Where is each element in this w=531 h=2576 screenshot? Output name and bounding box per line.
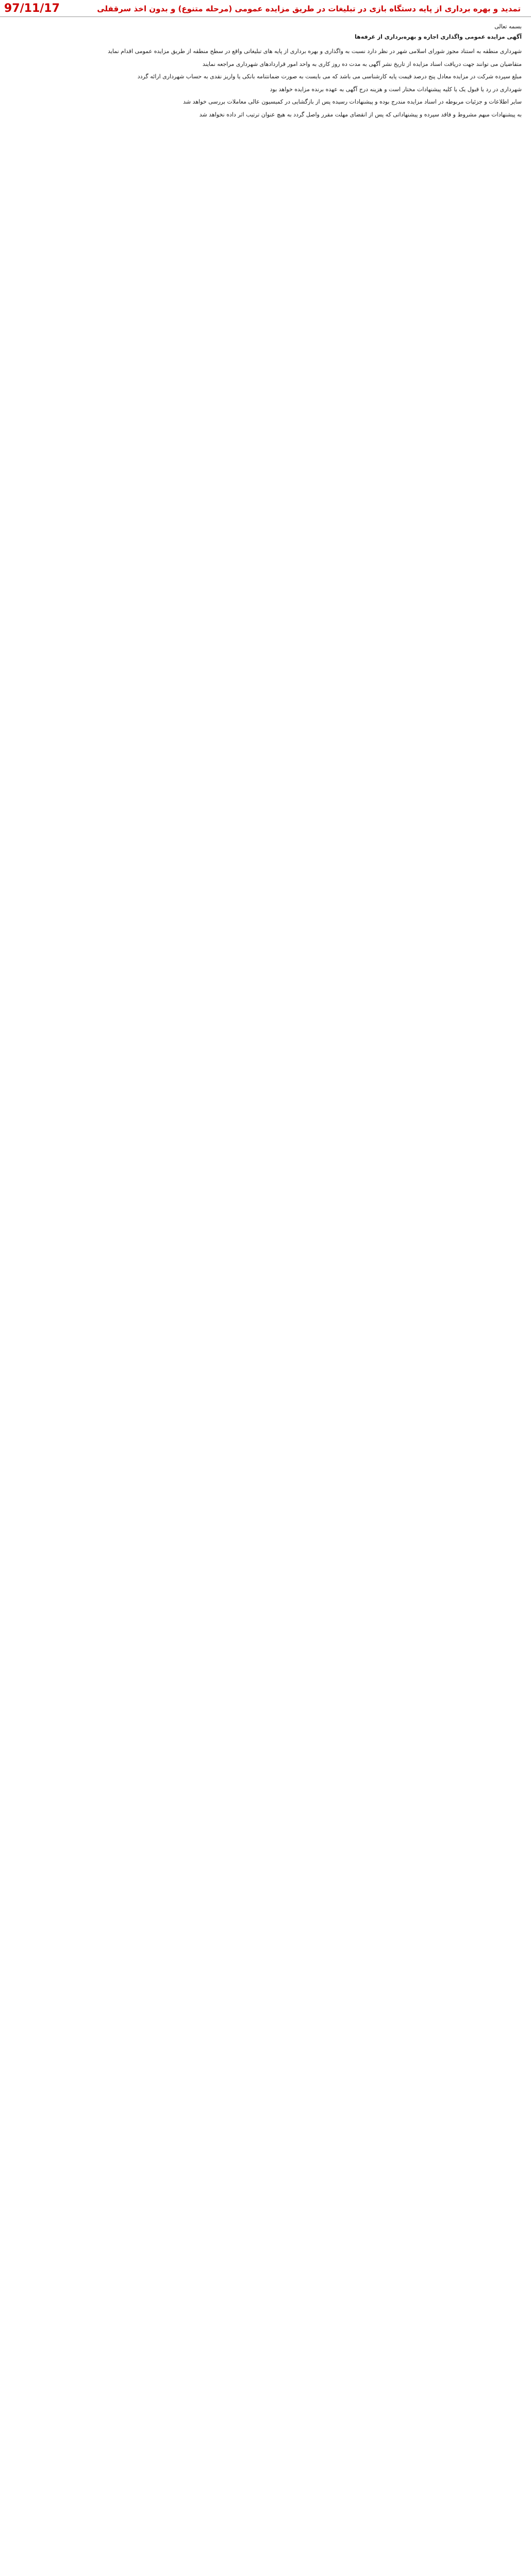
body-paragraph: شهرداری در رد یا قبول یک یا کلیه پیشنهادات مختار است و هزینه درج آگهی به عهده برنده مزایده خواهد بود <box>270 86 522 93</box>
body-paragraph: متقاضیان می توانند جهت دریافت اسناد مزایده از تاریخ نشر آگهی به مدت ده روز کاری به واحد امور قراردادهای شهرداری مراجعه نمایند <box>202 60 522 67</box>
body-paragraph: شهرداری منطقه به استناد مجوز شورای اسلامی شهر در نظر دارد نسبت به واگذاری و بهره برداری از پایه های تبلیغاتی واقع در سطح منطقه از طریق مزایده عمومی اقدام نماید <box>108 48 522 55</box>
document-subtitle: بسمه تعالی <box>494 23 522 30</box>
body-paragraph: به پیشنهادات مبهم مشروط و فاقد سپرده و پیشنهاداتی که پس از انقضای مهلت مقرر واصل گردد به هیچ عنوان ترتیب اثر داده نخواهد شد <box>199 111 522 118</box>
body-paragraph: سایر اطلاعات و جزئیات مربوطه در اسناد مزایده مندرج بوده و پیشنهادات رسیده پس از بازگشایی در کمیسیون عالی معاملات بررسی خواهد شد <box>183 98 522 105</box>
document-title: تمدید و بهره برداری از پایه دستگاه بازی در تبلیغات در طریق مزایده عمومی (مرحله متنوع) و بدون اخذ سرقفلی <box>97 4 521 13</box>
document-body <box>9 47 522 123</box>
section-title: آگهی مزایده عمومی واگذاری اجاره و بهره‌برداری از غرفه‌ها <box>355 33 522 40</box>
title-divider <box>0 16 531 17</box>
body-paragraph: مبلغ سپرده شرکت در مزایده معادل پنج درصد قیمت پایه کارشناسی می باشد که می بایست به صورت ضمانتنامه بانکی یا واریز نقدی به حساب شهرداری ارائه گردد <box>137 73 522 80</box>
document-date: 97/11/17 <box>4 2 60 15</box>
